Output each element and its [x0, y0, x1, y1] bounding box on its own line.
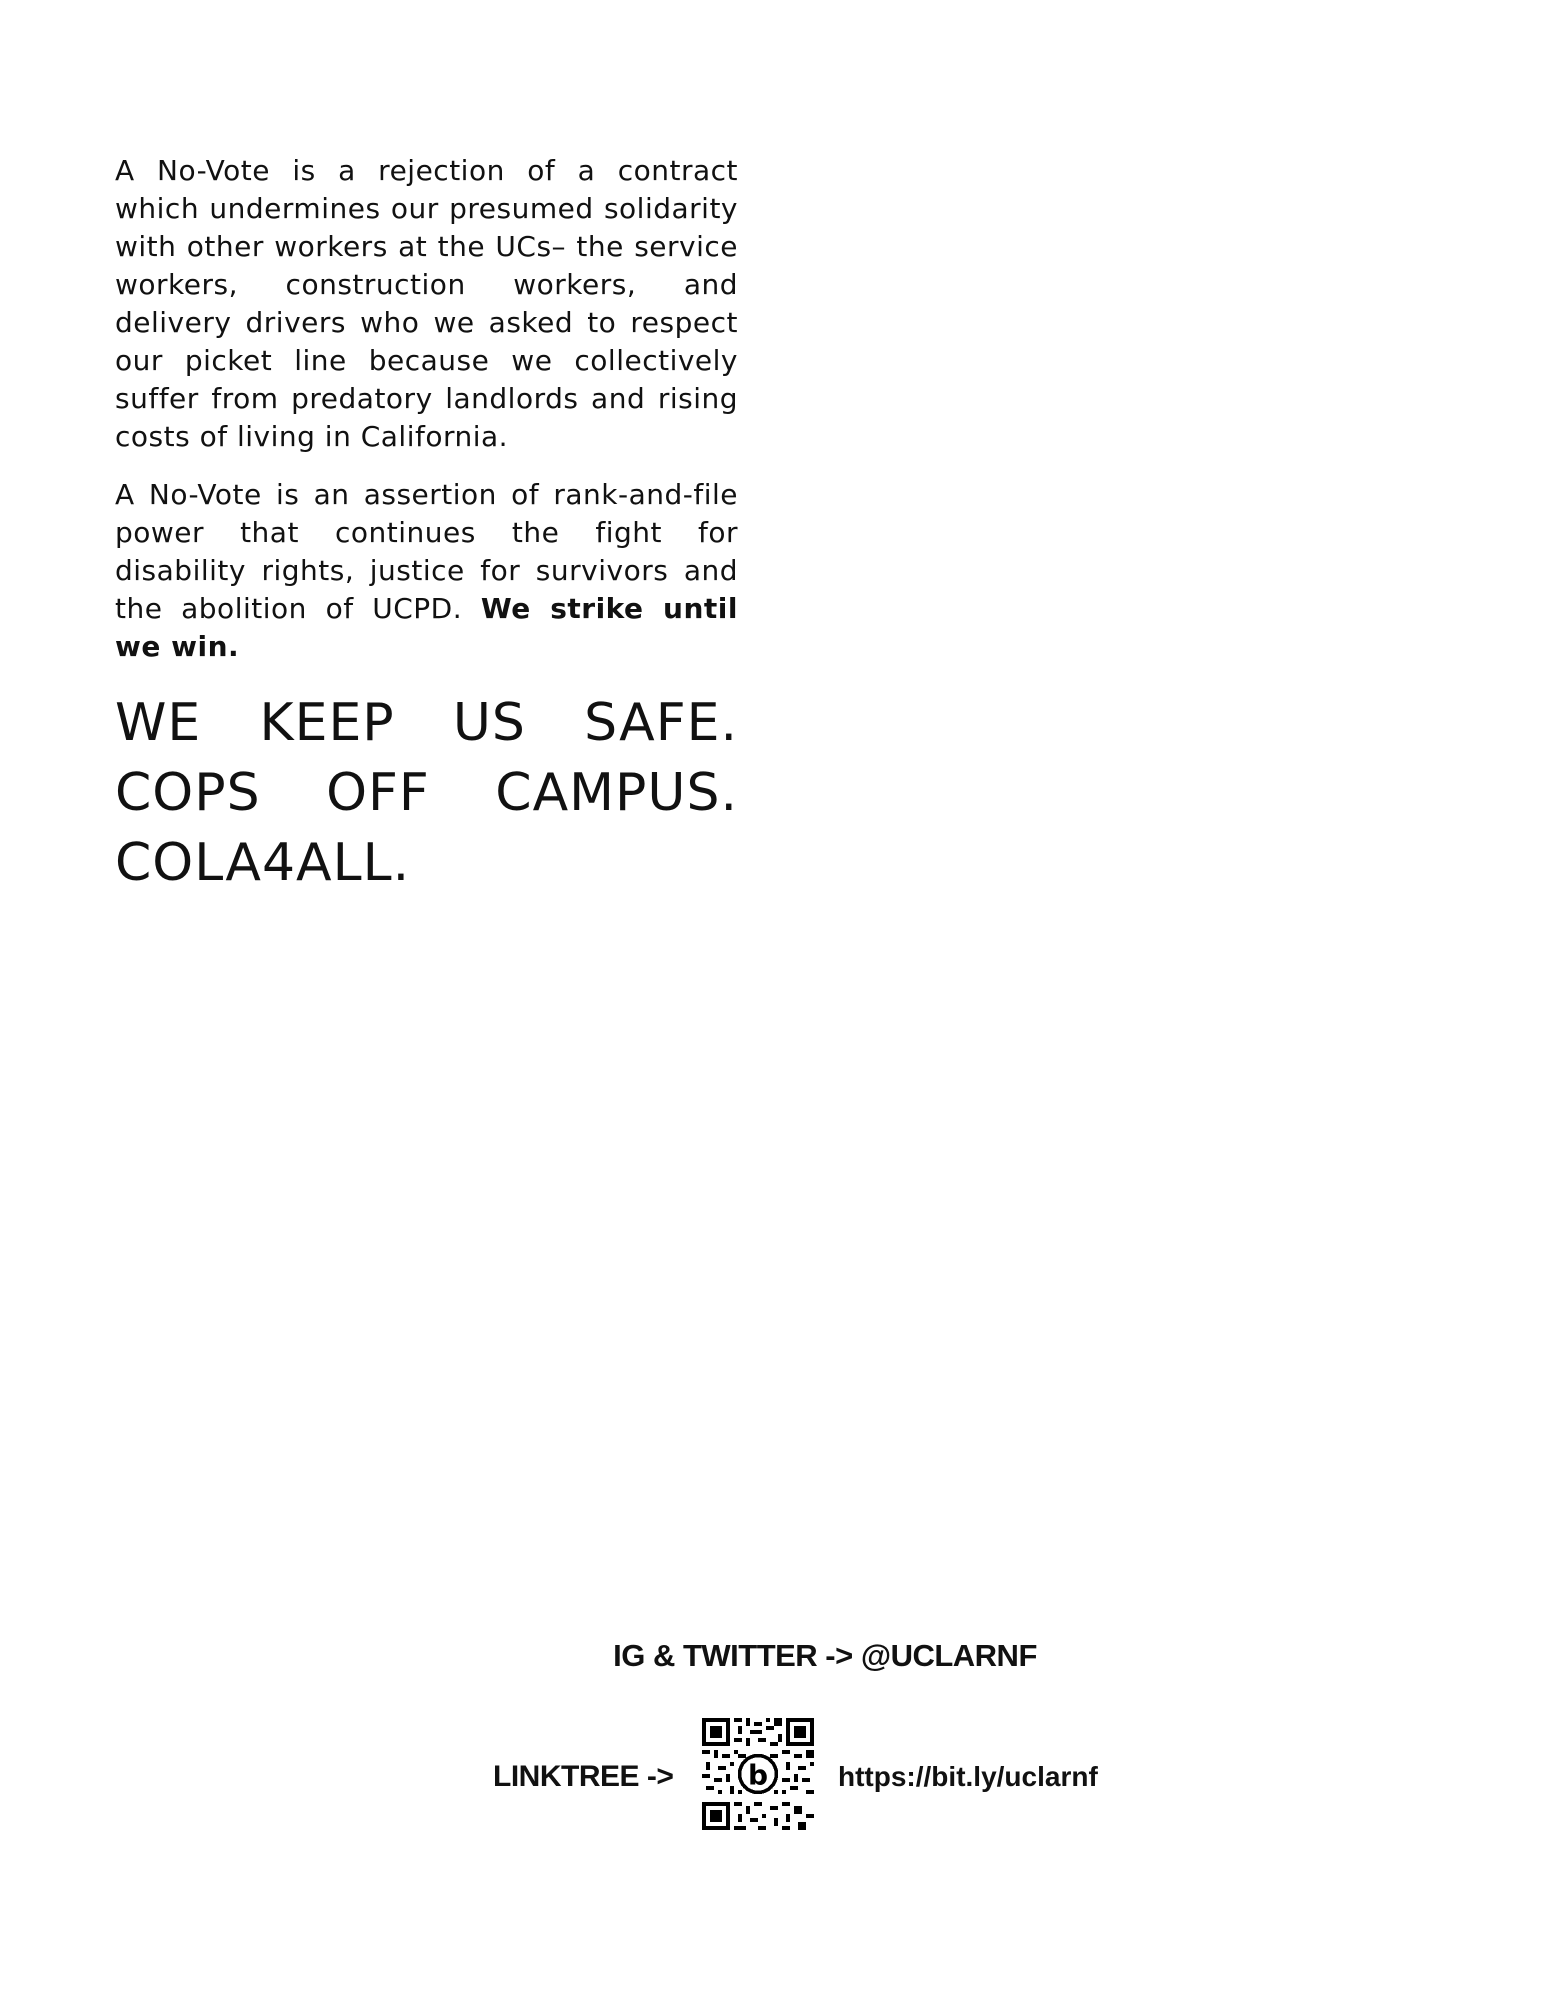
main-text-column	[115, 152, 738, 898]
linktree-url[interactable]: https://bit.ly/uclarnf	[838, 1761, 1098, 1792]
strike-statement: We strike until we win.	[115, 592, 739, 663]
linktree-row	[0, 1718, 1546, 1833]
svg-text:b: b	[747, 1758, 769, 1792]
slogans: WE KEEP US SAFE. COPS OFF CAMPUS. COLA4ALL.	[115, 693, 738, 893]
social-handle	[0, 1638, 1546, 1674]
linktree-label: LINKTREE ->	[493, 1760, 674, 1793]
qr-code-icon[interactable]	[702, 1718, 814, 1830]
paragraph-rejection: A No-Vote is a rejection of a contract which undermines our presumed solidarity with other workers at the UCs– the service workers, construction workers, and delivery drivers who we asked to respect our picket line because we collectively suffer from predatory landlords and rising costs of living in California.	[115, 154, 738, 453]
paragraph-assertion	[115, 476, 738, 666]
paragraph-assertion-text: A No-Vote is an assertion of rank-and-file power that continues the fight for disability rights, justice for survivors and the abolition of UCPD.	[115, 478, 738, 625]
social-handle-text: IG & TWITTER -> @UCLARNF	[613, 1638, 1037, 1673]
